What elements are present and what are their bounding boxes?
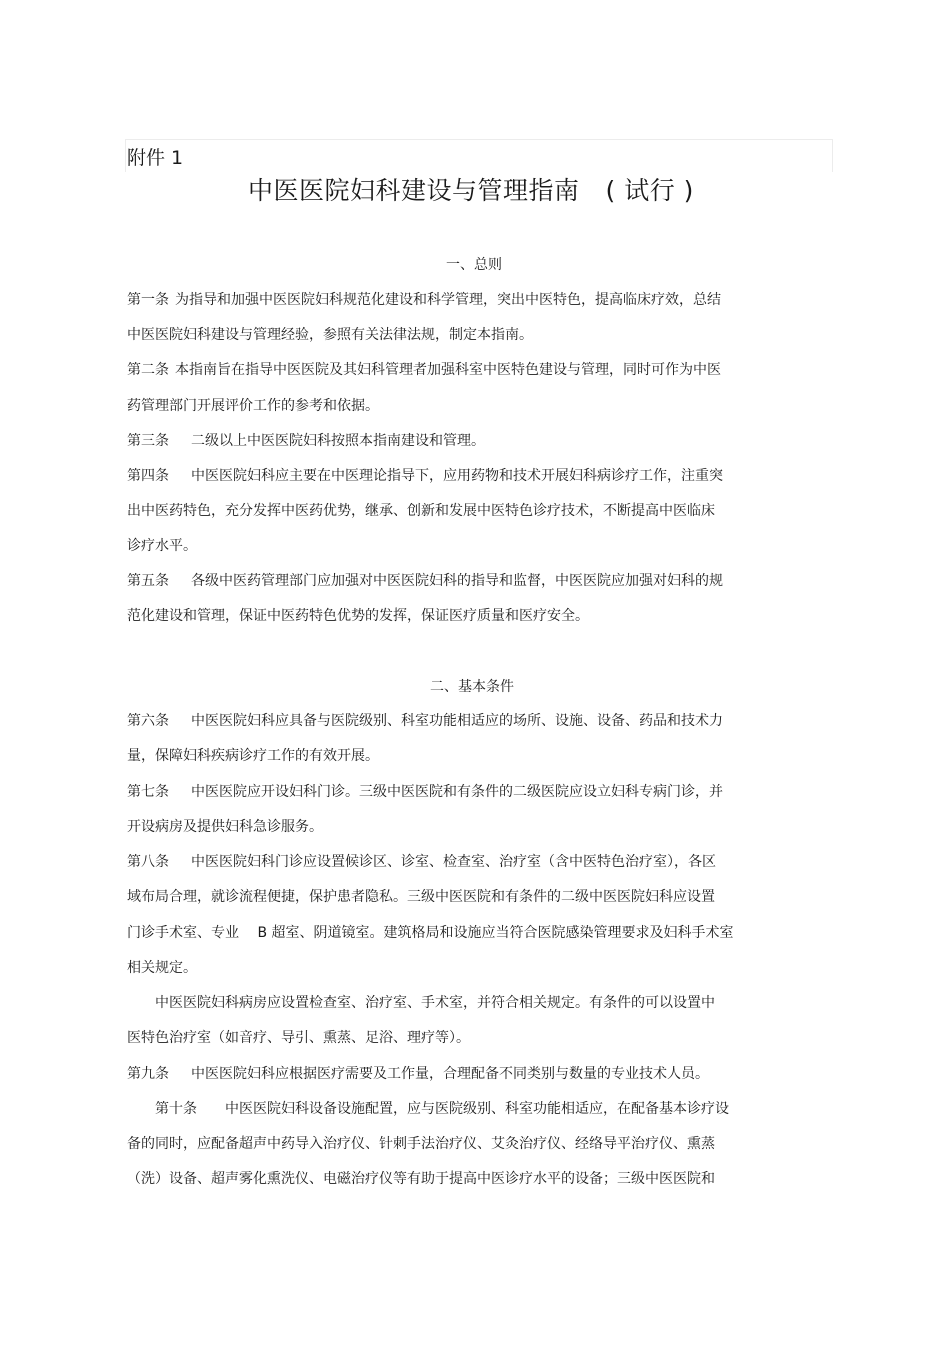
header-frame-left-border [125, 139, 126, 172]
article-number: 第一条 [127, 292, 169, 308]
paragraph-line: 出中医药特色，充分发挥中医药优势，继承、创新和发展中医特色诊疗技术，不断提高中医临床 [127, 503, 715, 519]
section-heading-general: 一、总则 [446, 257, 502, 273]
paragraph-line: 中医医院妇科病房应设置检查室、治疗室、手术室，并符合相关规定。有条件的可以设置中 [127, 995, 715, 1011]
attachment-label: 附件 1 [127, 147, 184, 169]
paragraph-line: 医特色治疗室（如音疗、导引、熏蒸、足浴、理疗等）。 [127, 1030, 470, 1046]
paragraph-line: 第六条 中医医院妇科应具备与医院级别、科室功能相适应的场所、设施、设备、药品和技术力 [127, 713, 723, 729]
header-frame-top-border [125, 139, 833, 140]
paragraph-line: 量，保障妇科疾病诊疗工作的有效开展。 [127, 748, 379, 764]
paragraph-line: 相关规定。 [127, 960, 197, 976]
paragraph-line: 第九条 中医医院妇科应根据医疗需要及工作量，合理配备不同类别与数量的专业技术人员。 [127, 1066, 709, 1082]
paragraph-line: 第五条 各级中医药管理部门应加强对中医医院妇科的指导和监督，中医医院应加强对妇科的规 [127, 573, 723, 589]
paragraph-line: 药管理部门开展评价工作的参考和依据。 [127, 398, 379, 414]
paragraph-line: 域布局合理，就诊流程便捷，保护患者隐私。三级中医医院和有条件的二级中医医院妇科应设置 [127, 889, 715, 905]
article-number: 第八条 [127, 854, 169, 870]
article-number: 第三条 [127, 433, 169, 449]
document-title-suffix: ( 试行 ) [605, 176, 694, 205]
article-number: 第五条 [127, 573, 169, 589]
paragraph-line: 第八条 中医医院妇科门诊应设置候诊区、诊室、检查室、治疗室（含中医特色治疗室），各区 [127, 854, 716, 870]
section-heading-basic-conditions: 二、基本条件 [430, 679, 514, 695]
paragraph-line: 第三条 二级以上中医医院妇科按照本指南建设和管理。 [127, 433, 485, 449]
document-title-main: 中医医院妇科建设与管理指南 [248, 176, 580, 205]
paragraph-line: 备的同时，应配备超声中药导入治疗仪、针刺手法治疗仪、艾灸治疗仪、经络导平治疗仪、熏蒸 [127, 1136, 715, 1152]
article-number: 第四条 [127, 468, 169, 484]
paragraph-line: 门诊手术室、专业 B 超室、阴道镜室。建筑格局和设施应当符合医院感染管理要求及妇科手术室 [127, 925, 734, 941]
paragraph-line: 中医医院妇科建设与管理经验，参照有关法律法规，制定本指南。 [127, 327, 533, 343]
paragraph-line: （洗）设备、超声雾化熏洗仪、电磁治疗仪等有助于提高中医诊疗水平的设备；三级中医医院和 [127, 1171, 715, 1187]
article-number: 第九条 [127, 1066, 169, 1082]
paragraph-line: 范化建设和管理，保证中医药特色优势的发挥，保证医疗质量和医疗安全。 [127, 608, 589, 624]
header-frame-right-border [832, 139, 833, 172]
paragraph-line: 第一条 为指导和加强中医医院妇科规范化建设和科学管理，突出中医特色，提高临床疗效，总结 [127, 292, 721, 308]
paragraph-line: 第四条 中医医院妇科应主要在中医理论指导下，应用药物和技术开展妇科病诊疗工作，注重突 [127, 468, 723, 484]
article-number: 第六条 [127, 713, 169, 729]
paragraph-line: 第十条 中医医院妇科设备设施配置，应与医院级别、科室功能相适应，在配备基本诊疗设 [127, 1101, 729, 1117]
article-number: 第七条 [127, 784, 169, 800]
paragraph-line: 第七条 中医医院应开设妇科门诊。三级中医医院和有条件的二级医院应设立妇科专病门诊，并 [127, 784, 723, 800]
paragraph-line: 开设病房及提供妇科急诊服务。 [127, 819, 323, 835]
paragraph-line: 诊疗水平。 [127, 538, 197, 554]
article-number: 第二条 [127, 362, 169, 378]
paragraph-line: 第二条 本指南旨在指导中医医院及其妇科管理者加强科室中医特色建设与管理，同时可作为中医 [127, 362, 721, 378]
document-title [248, 174, 694, 208]
